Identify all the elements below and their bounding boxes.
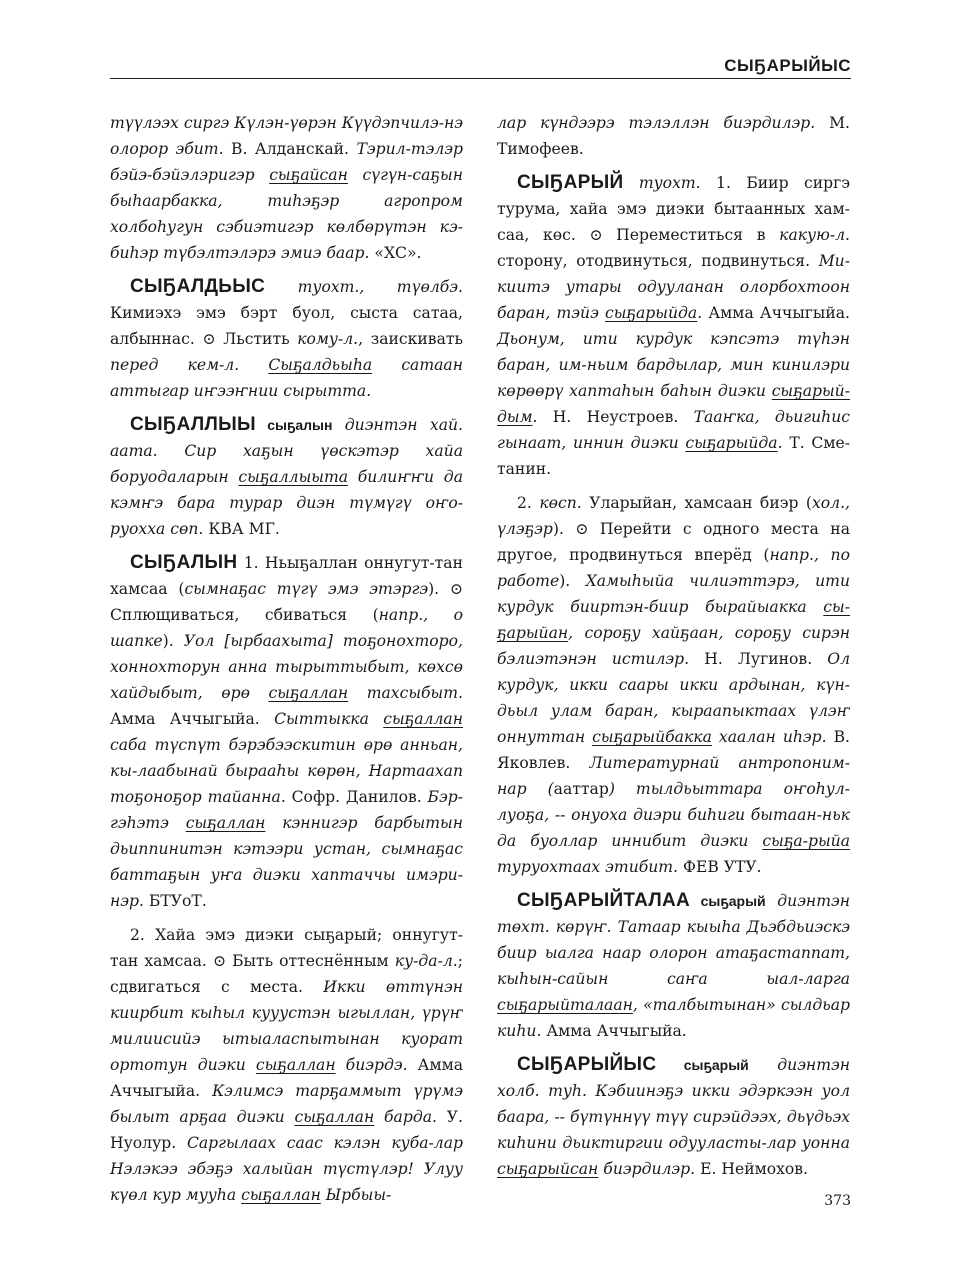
example-text: Икки өттүнэн киирбит кыһыл кууустэн ыгыллан, үрүҥ милиисийэ ытыаласпытынан куорат ортотун диэки [110, 978, 463, 1074]
grammar-label: диэнтэн хай. аата. [110, 416, 463, 460]
highlighted-word: сыҕаллан [241, 1186, 321, 1204]
example-text: , сороҕу хайҕаан, сороҕу сирэн бэлиэтэнэн истилэр. [497, 624, 850, 668]
example-text: биэрдэ. [335, 1056, 408, 1074]
highlighted-word: сыҕарыйсан [497, 1160, 599, 1178]
grammar-label: көсп. [539, 494, 582, 512]
source-text: В. Яковлев. [497, 728, 851, 772]
example-text: хаалан иһэр. [711, 728, 827, 746]
definition-text: ). ⊙ Сплющиваться, сбиваться ( [110, 580, 463, 624]
gloss-note: хол., үлэҕэр [497, 494, 850, 538]
definition-text: 2. Хайа эмэ диэки сыҕарый; оннугут-тан хамсаа. ⊙ Быть оттеснённым [110, 926, 463, 970]
source-text: В. Алданскай. [223, 140, 357, 158]
gloss-note: какую-л. [779, 226, 850, 244]
grammar-label: туохт., түөлбэ. [265, 278, 463, 296]
example-text: Литературнай антропоним-нар ( [497, 754, 850, 798]
highlighted-word: сыҕайсан [269, 166, 348, 184]
example-text: Саргылаах саас кэлэн куба-лар Нэлэкээ эбэҕэ халыйан түстүлэр! Улуу күөл кур мууһа [110, 1134, 463, 1204]
derived-from: сыҕалын [255, 417, 333, 433]
gloss-note: кому-л. [297, 330, 359, 348]
highlighted-word: сыҕарыйталаан [497, 996, 633, 1014]
example-text: кэннигэр барбытын дьиппинитэн кэтээри устан, сымнаҕас баттаҕын уҥа диэки хаптаччы имэри-нэр. [110, 814, 463, 910]
example-text: билиҥҥи да кэмҥэ бара турар диэн түмүгү оҥо-руохха сөп. [110, 468, 463, 538]
gloss-note: сымнаҕас түгү эмэ этэргэ [184, 580, 429, 598]
gloss-note: перед кем-л. [110, 356, 269, 374]
example-text: Дьонум, ити курдук кэпсэтэ түһэн баран, им-ньим бардылар, мин кинилэри көрөөрү хаптаһын баһын диэки [497, 330, 850, 400]
gloss-note: напр., по работе [497, 546, 850, 590]
example-text: Кэбиинэҕэ икки эдэркээн уол баара, -- бүтүннүү түү сирэйдээх, дьүдьэх киһини дьиктиргии одууласты-лар уонна [497, 1082, 850, 1152]
highlighted-word: сыҕарыйда [605, 304, 698, 322]
highlighted-word: сыҕарыйбакка [592, 728, 712, 746]
source-text: Амма Аччыгыйа. [110, 710, 275, 728]
source-text: Амма Аччыгыйа. [541, 1022, 687, 1040]
headword: СЫҔАРЫЙ [517, 172, 624, 193]
source-text: КВА МГ. [203, 520, 280, 538]
example-text: Ол курдук, икки саары икки ардынан, күн-дьыл улам баран, кыраапыктаах үлэҥ оннуттан [497, 650, 850, 746]
definition-text: сторону, отодвинуться, подвинуться. [497, 252, 819, 270]
definition-text: 2. [517, 494, 540, 512]
example-text: туруохтаах этибит. [497, 858, 679, 876]
definition-text: ). [162, 632, 184, 650]
highlighted-word: сыҕаллан [268, 684, 349, 702]
example-text: Хамыһыйа чилиэттэрэ, ити курдук бииртэн-биир бырайыакка [497, 572, 851, 616]
definition-text: , заискивать [358, 330, 463, 348]
gloss-note: напр., о шапке [110, 606, 463, 650]
left-column [110, 110, 463, 1216]
example-text: . [532, 408, 538, 426]
example-text: . [777, 434, 783, 452]
grammar-label: туохт. [623, 174, 717, 192]
example-text: Кэлимсэ тарҕаммыт үрүмэ былыт арҕаа диэки [110, 1082, 463, 1126]
example-text: тахсыбыт. [348, 684, 463, 702]
derived-from: сыҕарый [690, 893, 766, 909]
derived-from: сыҕарый [656, 1057, 749, 1073]
dictionary-sense [497, 490, 850, 880]
example-text: Сыттыкка [274, 710, 384, 728]
highlighted-word: сыҕарыйда [685, 434, 778, 452]
example-text: Тэрил-тэлэр бэйэ-бэйэлэригэр [110, 140, 464, 184]
example-text: Татаар кыыһа Дьэбдьиэскэ биир ыалга наар олорон атаҕастаппат, кыһын-сайын саҥа ыал-ларга [497, 918, 850, 988]
definition-text: Кимиэхэ эмэ бэрт буол, сыста сатаа, албыннас. ⊙ Льстить [110, 304, 463, 348]
example-text: Тааҥка, дьигиһис гынаат, иннин диэки [497, 408, 851, 452]
highlighted-word: сыҕа-рыйа [762, 832, 850, 850]
source-text: М. Тимофеев. [497, 114, 850, 158]
grammar-label: диэнтэн холб. туһ. [497, 1056, 850, 1100]
example-text: лар күндээрэ тэлэллэн биэрдилэр. [497, 114, 816, 132]
definition-text: 1. Биир сиргэ турума, хайа эмэ диэки бытаанных хам-саа, көс. ⊙ Переместиться в [497, 174, 850, 244]
example-text: сүгүн-саҕын быһаарбакка, тиһэҕэр агропром холбоһугун сэбиэтигэр көлбөрүтэн кэ-биһэр түбэлтэлэрэ эмиэ баар. [110, 166, 463, 262]
example-text: ) тылдьыттара оҥоһул-луоҕа, -- онуоха диэри биһиги бытаан-ньк да буоллар иннибит диэки [497, 780, 851, 850]
example-text: , «талбытынан» сылдьар киһи. [497, 996, 850, 1040]
example-text: Ми-киитэ утары одууланан олорбохтоон баран, тэйэ [497, 252, 850, 322]
running-head: СЫҔАРЫЙЫС [724, 56, 851, 75]
grammar-label: диэнтэн төхт. көрүҥ. [497, 892, 850, 936]
dictionary-entry [497, 1052, 850, 1182]
source-text: Т. Сме-танин. [497, 434, 850, 478]
example-text: барда. [374, 1108, 437, 1126]
source-text: Софр. Данилов. [285, 788, 428, 806]
example-text: Бэр-гэһэтэ [110, 788, 463, 832]
example-text: Ырбыы- [320, 1186, 392, 1204]
headword: СЫҔАЛЫН [130, 552, 238, 573]
headword: СЫҔАРЫЙТАЛАА [517, 890, 691, 911]
headword: СЫҔАЛЛЫЫ [130, 414, 256, 435]
source-text: Н. Лугинов. [689, 650, 828, 668]
example-text: . [697, 304, 703, 322]
page-number: 373 [824, 1193, 851, 1209]
highlighted-word: сыҕаллан [185, 814, 266, 832]
continuation-paragraph [110, 110, 463, 266]
gloss-note: ку-да-л. [394, 952, 458, 970]
definition-text: ; сдвигаться с места. [110, 952, 463, 996]
dictionary-entry [110, 412, 463, 542]
example-text: ааттар [553, 780, 609, 798]
source-text: Е. Неймохов. [695, 1160, 809, 1178]
highlighted-word: сыҕаллан [294, 1108, 375, 1126]
source-text: Амма Аччыгыйа. [702, 304, 850, 322]
highlighted-word: сыҕаллан [383, 710, 463, 728]
example-text: түүлээх сиргэ Күлэн-үөрэн Күүдэпчилэ-нэ олорор эбит. [110, 114, 463, 158]
header-rule [110, 78, 851, 79]
example-text: Сир хаҕын үөскэтэр хайа боруодаларын [110, 442, 463, 486]
highlighted-word: Сыҕалдьыһа [268, 356, 373, 374]
continuation-paragraph [497, 110, 850, 162]
dictionary-entry [497, 888, 850, 1044]
source-text: Н. Неустроев. [537, 408, 694, 426]
example-text: сатаан аттыгар иҥээҥнии сырытта. [110, 356, 463, 400]
example-text: саба түспүт бэрэбээскитин өрө анньан, кы-лаабынай бырааһы көрөн, Нартаахап тоҕоноҕор тайанна. [110, 736, 463, 806]
dictionary-entry [110, 550, 463, 914]
highlighted-word: сыҕаллыыта [238, 468, 349, 486]
source-text: «ХС». [369, 244, 422, 262]
definition-text: Уларыйан, хамсаан биэр ( [581, 494, 812, 512]
definition-text: ). ⊙ Перейти с одного места на другое, продвинуться вперёд ( [497, 520, 850, 564]
dictionary-sense [110, 922, 463, 1208]
highlighted-word: сы-ҕарыйан [497, 598, 850, 642]
dictionary-entry [110, 274, 463, 404]
definition-text: 1. Ньыҕаллан оннугут-тан хамсаа ( [110, 554, 463, 598]
example-text: Уол [ырбаахыта] тоҕонохторо, хоннохторун анна тырыттыбыт, көхсө хайдыбыт, өрө [110, 632, 463, 702]
source-text: Амма Аччыгыйа. [110, 1056, 464, 1100]
right-column [497, 110, 850, 1190]
headword: СЫҔАЛДЬЫС [130, 276, 266, 297]
highlighted-word: сыҕарый-дым [497, 382, 850, 426]
definition-text: ). [559, 572, 586, 590]
highlighted-word: сыҕаллан [255, 1056, 336, 1074]
source-text: У. Нуолур. [110, 1108, 463, 1152]
dictionary-entry [497, 170, 850, 482]
source-text: ФЕВ УТУ. [678, 858, 762, 876]
source-text: БТУоТ. [143, 892, 207, 910]
example-text: биэрдилэр. [598, 1160, 696, 1178]
headword: СЫҔАРЫЙЫС [517, 1054, 657, 1075]
